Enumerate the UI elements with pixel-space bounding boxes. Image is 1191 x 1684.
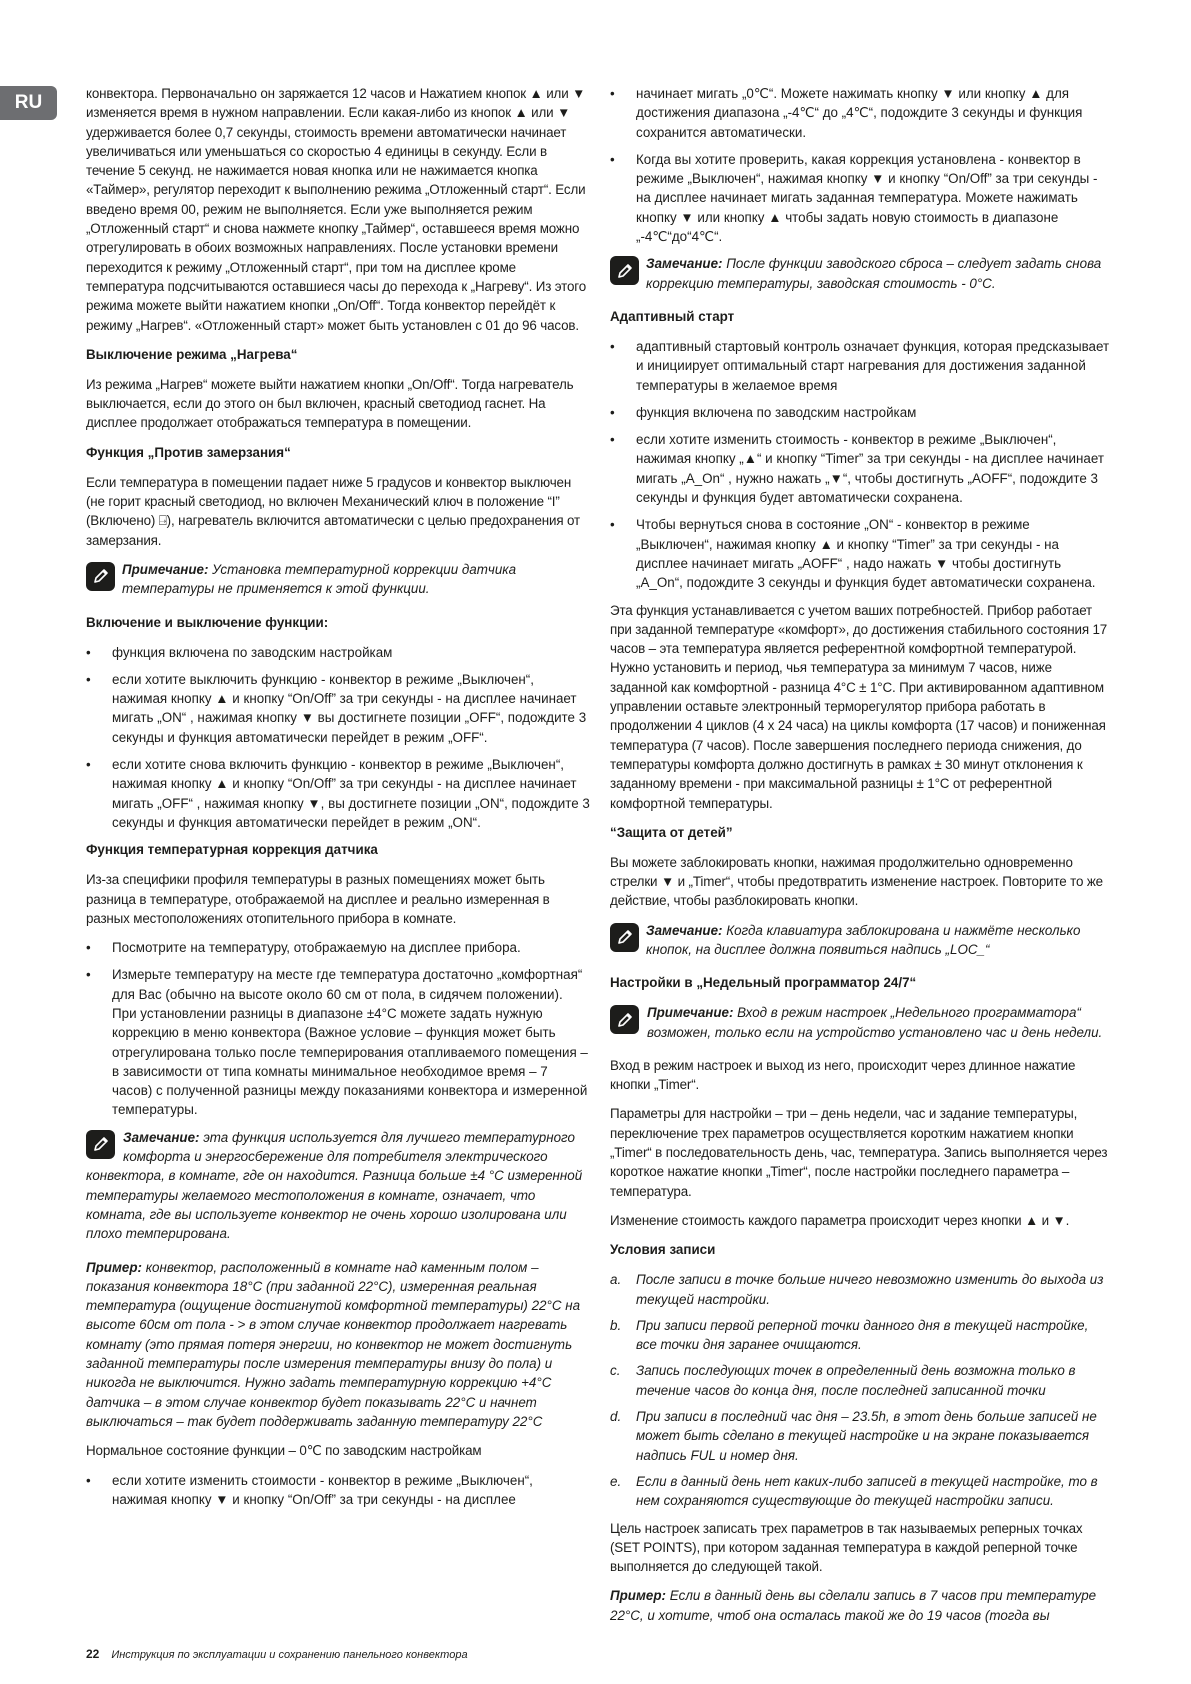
correction-list	[86, 938, 590, 1120]
note-label: Замечание:	[646, 256, 723, 272]
note-label: Замечание:	[123, 1129, 200, 1145]
paragraph-child-lock: Вы можете заблокировать кнопки, нажимая продолжительно одновременно стрелки ▼ и „Timer“, чтобы предотвратить изменение настроек. Повторите то же действие, чтобы разблокировать кнопки.	[610, 854, 1103, 909]
adaptive-list	[610, 337, 1110, 593]
heading-record-conditions: Условия записи	[610, 1242, 716, 1258]
list-text: После записи в точке больше ничего невозможно изменить до выхода из текущей настройки.	[636, 1272, 1104, 1307]
note-child-lock	[610, 921, 1110, 960]
example-label: Пример:	[86, 1259, 142, 1275]
example-weekly	[610, 1586, 1110, 1625]
note-text: Установка температурной коррекции датчика температуры не применяется к этой функции.	[122, 561, 517, 597]
paragraph-antifreeze: Если температура в помещении падает ниже 5 градусов и конвектор выключен (не горит красный светодиод, но включен Механический ключ в положение “I” (Включено) ⍈), нагреватель включится автоматически с целью предохранения от замерзания.	[86, 474, 580, 548]
note-text: Когда клавиатура заблокирована и нажмёте несколько кнопок, на дисплее должна появиться надпись „LOC_“	[646, 922, 1081, 957]
note-factory-reset	[610, 254, 1110, 293]
page-number: 22	[86, 1647, 100, 1661]
heading-onoff: Включение и выключение функции:	[86, 614, 329, 630]
heading-correction: Функция температурная коррекция датчика	[86, 842, 378, 858]
paragraph-goal: Цель настроек записать трех параметров в так называемых реперных точках (SET POINTS), при котором заданная температура в каждой реперной точке выполняется до следующей такой.	[610, 1520, 1083, 1575]
normal-list	[86, 1471, 590, 1510]
pencil-note-icon	[610, 923, 639, 952]
page-footer	[86, 1647, 468, 1661]
note-antifreeze	[86, 560, 590, 599]
list-item: • Измерьте температуру на месте где температура достаточно „комфортная“ для Вас (обычно на высоте около 60 см от пола, в сидячем положении). При установлении разницы в диапазоне ±4°C можете задать нужную коррекцию в меню конвектора (Важное условие – функция может быть отрегулирована только после темперирования отапливаемого помещения – в зависимости от типа комнаты минимальное необходимое время – 7 часов) с полученной разницы между показаниями конвектора и измеренной температуры.	[86, 965, 590, 1119]
continued-list	[610, 84, 1110, 246]
list-item: • если хотите изменить стоимость - конвектор в режиме „Выключен“, нажимая кнопку „▲“ и кнопку “Timer” за три секунды - на дисплее начинает мигать „A_On“ , нужно нажать „▼“, чтобы достигнуть „AOFF“, подождите 3 секунды и функция будет автоматически сохранена.	[610, 430, 1110, 507]
list-text: Запись последующих точек в определенный день возможна только в течение часов до конца дня, после последней записанной точки	[636, 1363, 1076, 1398]
list-item	[610, 1316, 1110, 1355]
list-letter: e.	[610, 1473, 622, 1489]
example-text: Если в данный день вы сделали запись в 7 часов при температуре 22°C, и хотите, чтоб она осталась такой же до 19 часов (тогда вы	[610, 1588, 1097, 1623]
paragraph-weekly-3: Изменение стоимость каждого параметра происходит через кнопки ▲ и ▼.	[610, 1212, 1070, 1228]
paragraph-weekly-1: Вход в режим настроек и выход из него, происходит через длинное нажатие кнопки „Timer“.	[610, 1057, 1076, 1093]
note-label: Примечание:	[647, 1005, 734, 1021]
intro-paragraph: конвектора. Первоначально он заряжается 12 часов и Нажатием кнопок ▲ или ▼ изменяется время в нужном направлении. Если какая-либо из кнопок ▲ или ▼ удерживается более 0,7 секунды, стоимость времени автоматически начинает увеличиваться или уменьшаться со скоростью 4 единицы в секунду. Если в течение 5 секунд. не нажимается новая кнопка или не нажимается кнопка «Таймер», регулятор переходит к выполнению режима „Отложенный старт“. Если введено время 00, режим не выполняется. Если уже выполняется режим „Отложенный старт“ и снова нажмете кнопку „Таймер“, оставшееся время можно отрегулировать в обоих возможных направлениях. После установки времени переходится к режиму „Отложенный старт“, при том на дисплее кроме температура подсчитываются оставшиеся часы до перехода к „Нагреву“. Из этого режима можете выйти нажатием кнопки „On/Off“. Тогда конвектор перейдёт к режиму „Нагрев“. «Отложенный старт» может быть установлен с 01 до 96 часов.	[86, 86, 587, 333]
list-item: • функция включена по заводским настройкам	[86, 643, 590, 662]
heading-antifreeze: Функция „Против замерзания“	[86, 444, 291, 460]
list-item: • адаптивный стартовый контроль означает функция, которая предсказывает и инициирует оптимальный старт нагревания для достижения заданной температуры в желаемое время	[610, 337, 1110, 395]
note-weekly	[610, 1003, 1110, 1042]
footer-title: Инструкция по эксплуатации и сохранению панельного конвектора	[111, 1649, 468, 1661]
pencil-note-icon	[86, 1130, 115, 1159]
paragraph-normal-state: Нормальное состояние функции – 0℃ по заводским настройкам	[86, 1443, 482, 1459]
list-item	[610, 1270, 1110, 1309]
list-item: • если хотите изменить стоимости - конвектор в режиме „Выключен“, нажимая кнопку ▼ и кнопку “On/Off” за три секунды - на дисплее	[86, 1471, 590, 1510]
onoff-list	[86, 643, 590, 833]
list-item: • Чтобы вернуться снова в состояние „ON“ - конвектор в режиме „Выключен“, нажимая кнопку ▲ и кнопку “Timer” за три секунды - на дисплее начинает мигать „AOFF“ , надо нажать ▼ чтобы достигнуть „A_On“, подождите 3 секунды и функция будет автоматически сохранена.	[610, 515, 1110, 592]
heading-adaptive: Адаптивный старт	[610, 308, 735, 324]
right-column	[610, 84, 1110, 1635]
record-conditions-list	[610, 1270, 1110, 1510]
note-text: эта функция используется для лучшего температурного комфорта и энергосбережение для потребителя электрического конвектора, в комнате, где он находится. Разница больше ±4 °C измеренной температуры желаемого местоположения в комнате, означает, что комната, где вы используете конвектор не очень хорошо изолирована или плохо темперирована.	[86, 1129, 583, 1242]
list-letter: d.	[610, 1409, 622, 1425]
list-item: • Посмотрите на температуру, отображаемую на дисплее прибора.	[86, 938, 590, 957]
language-tab: RU	[0, 86, 57, 120]
pencil-note-icon	[610, 256, 639, 285]
note-text: Вход в режим настроек „Недельного программатора“ возможен, только если на устройство установлено час и день недели.	[647, 1005, 1103, 1040]
example-correction	[86, 1258, 590, 1432]
list-item: • если хотите выключить функцию - конвектор в режиме „Выключен“, нажимая кнопку ▲ и кнопку “On/Off” за три секунды - на дисплее начинает мигать „ON“ , нажимая кнопку ▼ вы достигнете позиции „OFF“, подождите 3 секунды и функция автоматически перейдет в режим „OFF“.	[86, 670, 590, 747]
heading-child-lock: “Защита от детей”	[610, 824, 733, 840]
list-letter: c.	[610, 1363, 621, 1379]
paragraph-adaptive: Эта функция устанавливается с учетом ваших потребностей. Прибор работает при заданной температуре «комфорт», до достижения стабильного состояния 17 часов – эта температура является референтной комфортной температурой. Нужно установить и период, чья температура за минимум 7 часов, ниже заданной как комфортной - разница 4°C ± 1°C. При активированном адаптивном управлении оставьте электронный терморегулятор прибора работать в продолжении 4 циклов (4 x 24 часа) на циклы комфорта (17 часов) и пониженная температура (7 часов). После завершения последнего периода снижения, до температуры комфорта должно достигнуть в рамках ± 30 минут отклонения к заданному времени - при максимальной разницы ± 1°C от референтной комфортной температуры.	[610, 602, 1108, 811]
list-item	[610, 1472, 1110, 1511]
paragraph-correction: Из-за специфики профиля температуры в разных помещениях может быть разница в температуре, отображаемой на дисплее и реально измеренная в разных местоположениях отопительного прибора в комнате.	[86, 872, 550, 926]
list-item: • начинает мигать „0℃“. Можете нажимать кнопку ▼ или кнопку ▲ для достижения диапазона „-4℃“ до „4℃“, подождите 3 секунды и функция сохранится автоматически.	[610, 84, 1110, 142]
note-correction	[86, 1128, 590, 1244]
note-label: Примечание:	[122, 561, 209, 577]
list-item	[610, 1407, 1110, 1465]
list-letter: b.	[610, 1317, 622, 1333]
note-label: Замечание:	[646, 922, 723, 938]
example-label: Пример:	[610, 1588, 666, 1604]
list-text: Если в данный день нет каких-либо записей в текущей настройке, то в нем сохраняются существующие до текущей настройки записи.	[636, 1473, 1098, 1509]
note-text: После функции заводского сброса – следует задать снова коррекцию температуры, заводская стоимость - 0°C.	[646, 256, 1102, 291]
paragraph-weekly-2: Параметры для настройки – три – день недели, час и задание температуры, переключение трех параметров осуществляется коротким нажатием кнопки „Timer“ в последовательность день, час, температура. Запись выполняется через короткое нажатие кнопки „Timer“, после настройки последнего параметра – температура.	[610, 1106, 1108, 1199]
example-text: конвектор, расположенный в комнате над каменным полом – показания конвектора 18°C (при заданной 22°C), измеренная реальная температура (ощущение достигнутой комфортной температуры) 22°C на высоте 60см от пола - > в этом случае конвектор продолжает нагревать комнату (это прямая потеря энергии, но конвектор не может достигнуть заданной температуры после измерения температуры внизу до пола) и никогда не выключится. Нужно задать температурную коррекцию +4°C датчика – в этом случае конвектор будет показывать 22°C и начнет выключаться – так будет поддерживать заданную температуру 22°C	[86, 1259, 581, 1429]
list-letter: a.	[610, 1272, 622, 1288]
list-item	[610, 1361, 1110, 1400]
list-text: При записи в последний час дня – 23.5h, в этот день больше записей не может быть сделано в текущей настройке и на экране показывается надпись FUL и номер дня.	[636, 1409, 1097, 1463]
list-item: • Когда вы хотите проверить, какая коррекция установлена - конвектор в режиме „Выключен“, нажимая кнопку ▼ и кнопку “On/Off” за три секунды - на дисплее начинает мигать заданная температура. Можете нажимать кнопку ▼ или кнопку ▲ чтобы задать новую стоимость в диапазоне „-4℃“до“4℃“.	[610, 150, 1110, 246]
pencil-note-icon	[610, 1005, 639, 1034]
list-item: • если хотите снова включить функцию - конвектор в режиме „Выключен“, нажимая кнопку ▲ и кнопку “On/Off” за три секунды - на дисплее начинает мигать „OFF“ , нажимая кнопку ▼, вы достигнете позиции „ON“, подождите 3 секунды и функция автоматически перейдет в режим „ON“.	[86, 755, 590, 832]
heading-heat-off: Выключение режима „Нагрева“	[86, 346, 298, 362]
pencil-note-icon	[86, 562, 115, 591]
heading-weekly: Настройки в „Недельный программатор 24/7“	[610, 975, 917, 991]
list-item: • функция включена по заводским настройкам	[610, 403, 1110, 422]
left-column	[86, 84, 590, 1517]
list-text: При записи первой реперной точки данного дня в текущей настройке, все точки дня заранее очищаются.	[636, 1317, 1089, 1353]
paragraph-heat-off: Из режима „Нагрев“ можете выйти нажатием кнопки „On/Off“. Тогда нагреватель выключается, если до этого он был включен, красный светодиод гаснет. На дисплее продолжает отображаться температура в помещении.	[86, 376, 574, 431]
